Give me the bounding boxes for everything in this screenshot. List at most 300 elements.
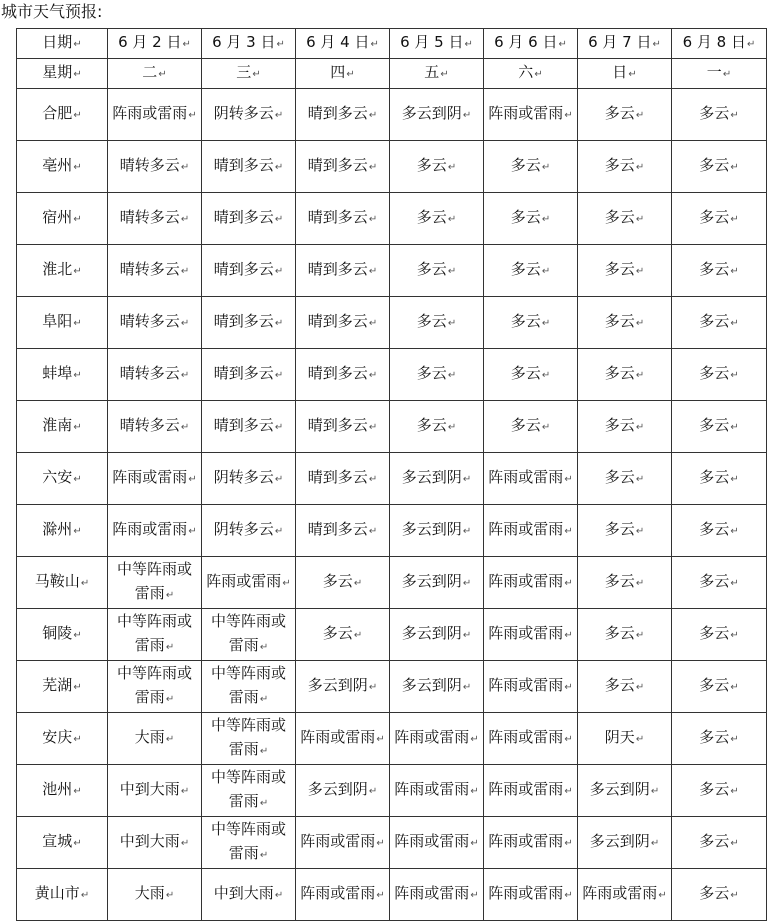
- paragraph-mark: ↵: [635, 162, 645, 173]
- forecast-cell: [578, 869, 672, 921]
- date-cell: [672, 29, 767, 59]
- forecast-cell: [578, 505, 672, 557]
- forecast-cell-text: 阴转多云: [213, 468, 274, 486]
- forecast-cell: [672, 245, 767, 297]
- paragraph-mark: ↵: [658, 890, 667, 901]
- city-cell-text: 淮南: [42, 416, 73, 434]
- forecast-cell: [202, 817, 296, 869]
- forecast-cell: [108, 193, 202, 245]
- city-cell: [17, 401, 108, 453]
- forecast-cell: [672, 505, 767, 557]
- forecast-cell: [578, 765, 672, 817]
- paragraph-mark: ↵: [558, 39, 567, 50]
- forecast-cell-text: 阵雨或雷雨: [112, 104, 188, 122]
- paragraph-mark: ↵: [259, 850, 269, 861]
- paragraph-mark: ↵: [730, 266, 739, 277]
- forecast-cell-text: 中等阵雨或雷雨: [210, 612, 286, 654]
- city-cell-text: 池州: [42, 780, 73, 798]
- forecast-cell-text: 多云: [699, 312, 730, 330]
- paragraph-mark: ↵: [370, 39, 379, 50]
- paragraph-mark: ↵: [368, 162, 378, 173]
- forecast-cell-text: 多云: [604, 624, 635, 642]
- forecast-cell-text: 多云到阴: [401, 624, 462, 642]
- forecast-cell: [108, 869, 202, 921]
- paragraph-mark: ↵: [259, 798, 269, 809]
- forecast-cell-text: 多云: [699, 208, 730, 226]
- paragraph-mark: ↵: [652, 39, 661, 50]
- forecast-cell-text: 多云: [604, 156, 635, 174]
- paragraph-mark: ↵: [73, 39, 82, 50]
- forecast-cell: [484, 297, 578, 349]
- paragraph-mark: ↵: [541, 370, 551, 381]
- paragraph-mark: ↵: [447, 162, 457, 173]
- forecast-cell: [484, 245, 578, 297]
- city-cell-text: 阜阳: [42, 312, 73, 330]
- weekday-cell: [484, 59, 578, 89]
- forecast-cell-text: 多云: [510, 312, 541, 330]
- forecast-cell: [578, 713, 672, 765]
- paragraph-mark: ↵: [274, 526, 284, 537]
- forecast-cell-text: 多云: [416, 364, 447, 382]
- forecast-cell-text: 多云: [699, 104, 730, 122]
- forecast-cell-text: 多云到阴: [401, 520, 462, 538]
- paragraph-mark: ↵: [353, 578, 363, 589]
- paragraph-mark: ↵: [73, 162, 82, 173]
- paragraph-mark: ↵: [470, 890, 479, 901]
- forecast-cell-text: 中等阵雨或雷雨: [210, 664, 286, 706]
- paragraph-mark: ↵: [188, 526, 197, 537]
- forecast-cell: [296, 349, 390, 401]
- paragraph-mark: ↵: [368, 682, 378, 693]
- paragraph-mark: ↵: [730, 630, 739, 641]
- date-cell-text: 6 月 5 日: [400, 33, 464, 51]
- forecast-cell-text: 晴到多云: [307, 520, 368, 538]
- date-cell-text: 6 月 8 日: [682, 33, 746, 51]
- weekday-cell-text: 二: [142, 63, 158, 81]
- forecast-cell-text: 晴到多云: [307, 416, 368, 434]
- paragraph-mark: ↵: [180, 370, 190, 381]
- forecast-cell: [202, 713, 296, 765]
- paragraph-mark: ↵: [730, 370, 739, 381]
- forecast-cell: [390, 609, 484, 661]
- forecast-cell: [672, 817, 767, 869]
- paragraph-mark: ↵: [730, 890, 739, 901]
- forecast-cell: [296, 713, 390, 765]
- table-row: [17, 453, 767, 505]
- forecast-cell: [296, 141, 390, 193]
- forecast-cell-text: 多云: [416, 312, 447, 330]
- paragraph-mark: ↵: [730, 786, 739, 797]
- forecast-cell-text: 阵雨或雷雨: [488, 624, 564, 642]
- forecast-cell: [108, 297, 202, 349]
- forecast-cell-text: 多云: [699, 624, 730, 642]
- paragraph-mark: ↵: [534, 69, 543, 80]
- paragraph-mark: ↵: [180, 422, 190, 433]
- city-cell: [17, 765, 108, 817]
- forecast-cell-text: 多云: [699, 780, 730, 798]
- forecast-cell-text: 多云: [699, 832, 730, 850]
- paragraph-mark: ↵: [274, 474, 284, 485]
- paragraph-mark: ↵: [165, 642, 175, 653]
- paragraph-mark: ↵: [635, 578, 645, 589]
- city-cell-text: 淮北: [42, 260, 73, 278]
- paragraph-mark: ↵: [73, 110, 82, 121]
- paragraph-mark: ↵: [165, 590, 175, 601]
- forecast-cell-text: 阵雨或雷雨: [300, 832, 376, 850]
- paragraph-mark: ↵: [462, 474, 472, 485]
- forecast-cell-text: 中等阵雨或雷雨: [116, 560, 192, 602]
- paragraph-mark: ↵: [165, 694, 175, 705]
- paragraph-mark: ↵: [252, 69, 261, 80]
- paragraph-mark: ↵: [635, 214, 645, 225]
- table-row: [17, 661, 767, 713]
- weekday-cell: [296, 59, 390, 89]
- paragraph-mark: ↵: [635, 682, 645, 693]
- forecast-cell-text: 阵雨或雷雨: [300, 728, 376, 746]
- forecast-cell-text: 多云: [699, 520, 730, 538]
- paragraph-mark: ↵: [541, 422, 551, 433]
- paragraph-mark: ↵: [368, 266, 378, 277]
- forecast-cell: [108, 661, 202, 713]
- forecast-cell-text: 多云: [604, 312, 635, 330]
- date-cell-text: 6 月 3 日: [212, 33, 276, 51]
- forecast-cell-text: 中等阵雨或雷雨: [116, 612, 192, 654]
- table-row: [17, 505, 767, 557]
- forecast-cell: [484, 557, 578, 609]
- forecast-cell-text: 多云: [699, 884, 730, 902]
- paragraph-mark: ↵: [564, 630, 573, 641]
- forecast-cell: [108, 89, 202, 141]
- paragraph-mark: ↵: [470, 786, 479, 797]
- forecast-cell: [296, 401, 390, 453]
- forecast-cell-text: 多云: [510, 416, 541, 434]
- forecast-cell: [578, 401, 672, 453]
- paragraph-mark: ↵: [730, 838, 739, 849]
- forecast-cell: [390, 453, 484, 505]
- paragraph-mark: ↵: [462, 578, 472, 589]
- paragraph-mark: ↵: [730, 474, 739, 485]
- paragraph-mark: ↵: [368, 318, 378, 329]
- forecast-cell: [202, 297, 296, 349]
- city-cell-text: 芜湖: [42, 676, 73, 694]
- weekday-label-cell-text: 星期: [42, 63, 73, 81]
- paragraph-mark: ↵: [73, 370, 82, 381]
- paragraph-mark: ↵: [73, 214, 82, 225]
- forecast-cell: [202, 453, 296, 505]
- forecast-cell-text: 阴天: [604, 728, 635, 746]
- paragraph-mark: ↵: [541, 318, 551, 329]
- forecast-cell-text: 多云: [604, 572, 635, 590]
- forecast-cell: [202, 609, 296, 661]
- city-cell: [17, 817, 108, 869]
- paragraph-mark: ↵: [80, 578, 90, 589]
- forecast-cell-text: 多云: [699, 416, 730, 434]
- forecast-cell: [672, 297, 767, 349]
- city-cell: [17, 557, 108, 609]
- forecast-cell: [390, 89, 484, 141]
- forecast-cell: [296, 869, 390, 921]
- paragraph-mark: ↵: [447, 266, 457, 277]
- paragraph-mark: ↵: [73, 682, 82, 693]
- forecast-cell-text: 阵雨或雷雨: [488, 520, 564, 538]
- table-row: [17, 401, 767, 453]
- paragraph-mark: ↵: [73, 838, 82, 849]
- date-cell: [484, 29, 578, 59]
- forecast-cell: [202, 869, 296, 921]
- forecast-cell: [578, 89, 672, 141]
- forecast-cell: [390, 765, 484, 817]
- paragraph-mark: ↵: [747, 39, 756, 50]
- forecast-cell: [108, 505, 202, 557]
- forecast-cell: [390, 401, 484, 453]
- paragraph-mark: ↵: [462, 526, 472, 537]
- forecast-cell: [578, 245, 672, 297]
- city-cell: [17, 661, 108, 713]
- city-cell: [17, 609, 108, 661]
- date-cell-text: 6 月 4 日: [306, 33, 370, 51]
- forecast-cell: [484, 89, 578, 141]
- paragraph-mark: ↵: [730, 162, 739, 173]
- forecast-cell: [202, 245, 296, 297]
- forecast-cell: [202, 505, 296, 557]
- forecast-cell-text: 多云: [604, 208, 635, 226]
- forecast-cell-text: 晴到多云: [307, 260, 368, 278]
- forecast-cell-text: 晴到多云: [307, 468, 368, 486]
- forecast-cell: [672, 765, 767, 817]
- paragraph-mark: ↵: [730, 578, 739, 589]
- table-row: [17, 869, 767, 921]
- table-row: [17, 193, 767, 245]
- forecast-cell: [390, 661, 484, 713]
- forecast-cell: [672, 141, 767, 193]
- weekday-cell: [108, 59, 202, 89]
- paragraph-mark: ↵: [462, 682, 472, 693]
- forecast-cell-text: 多云: [699, 364, 730, 382]
- forecast-cell: [108, 765, 202, 817]
- city-cell: [17, 141, 108, 193]
- paragraph-mark: ↵: [564, 526, 573, 537]
- paragraph-mark: ↵: [368, 422, 378, 433]
- forecast-cell-text: 多云: [416, 416, 447, 434]
- paragraph-mark: ↵: [376, 838, 385, 849]
- forecast-cell-text: 多云: [510, 156, 541, 174]
- forecast-cell-text: 多云: [604, 468, 635, 486]
- forecast-cell: [578, 141, 672, 193]
- table-row: [17, 245, 767, 297]
- paragraph-mark: ↵: [730, 318, 739, 329]
- forecast-cell-text: 阵雨或雷雨: [394, 780, 470, 798]
- city-cell-text: 滁州: [42, 520, 73, 538]
- city-cell: [17, 453, 108, 505]
- paragraph-mark: ↵: [73, 266, 82, 277]
- city-cell: [17, 193, 108, 245]
- forecast-cell-text: 阵雨或雷雨: [112, 520, 188, 538]
- paragraph-mark: ↵: [73, 422, 82, 433]
- forecast-cell: [202, 401, 296, 453]
- forecast-cell-text: 阴转多云: [213, 104, 274, 122]
- forecast-cell: [296, 557, 390, 609]
- table-row: [17, 89, 767, 141]
- forecast-cell: [578, 817, 672, 869]
- paragraph-mark: ↵: [447, 214, 457, 225]
- forecast-cell-text: 晴到多云: [213, 208, 274, 226]
- table-row: [17, 349, 767, 401]
- paragraph-mark: ↵: [274, 318, 284, 329]
- forecast-cell-text: 中到大雨: [213, 884, 274, 902]
- forecast-cell-text: 晴转多云: [119, 364, 180, 382]
- paragraph-mark: ↵: [73, 69, 82, 80]
- forecast-cell: [484, 193, 578, 245]
- forecast-cell-text: 多云: [604, 364, 635, 382]
- weekday-cell: [672, 59, 767, 89]
- paragraph-mark: ↵: [564, 578, 573, 589]
- forecast-cell-text: 阵雨或雷雨: [112, 468, 188, 486]
- city-cell: [17, 245, 108, 297]
- table-row: [17, 713, 767, 765]
- forecast-cell-text: 阵雨或雷雨: [582, 884, 658, 902]
- forecast-cell-text: 多云到阴: [307, 780, 368, 798]
- forecast-cell: [108, 245, 202, 297]
- forecast-cell-text: 阵雨或雷雨: [488, 572, 564, 590]
- forecast-cell-text: 多云: [699, 676, 730, 694]
- forecast-cell: [578, 609, 672, 661]
- forecast-cell-text: 中到大雨: [119, 832, 180, 850]
- forecast-cell: [296, 609, 390, 661]
- forecast-cell-text: 多云: [604, 260, 635, 278]
- forecast-cell-text: 晴转多云: [119, 416, 180, 434]
- paragraph-mark: ↵: [353, 630, 363, 641]
- date-cell: [108, 29, 202, 59]
- forecast-cell: [296, 505, 390, 557]
- forecast-cell-text: 多云到阴: [401, 104, 462, 122]
- forecast-cell: [202, 89, 296, 141]
- paragraph-mark: ↵: [564, 838, 573, 849]
- forecast-cell: [484, 713, 578, 765]
- paragraph-mark: ↵: [470, 734, 479, 745]
- weekday-cell: [390, 59, 484, 89]
- city-cell-text: 宿州: [42, 208, 73, 226]
- forecast-cell-text: 多云: [604, 416, 635, 434]
- forecast-cell: [578, 193, 672, 245]
- paragraph-mark: ↵: [635, 110, 645, 121]
- paragraph-mark: ↵: [635, 474, 645, 485]
- weekday-label-cell: [17, 59, 108, 89]
- city-cell-text: 宣城: [42, 832, 73, 850]
- date-cell-text: 6 月 6 日: [494, 33, 558, 51]
- paragraph-mark: ↵: [180, 318, 190, 329]
- forecast-cell-text: 晴到多云: [307, 208, 368, 226]
- paragraph-mark: ↵: [274, 266, 284, 277]
- forecast-cell: [484, 869, 578, 921]
- paragraph-mark: ↵: [73, 734, 82, 745]
- forecast-cell-text: 多云到阴: [401, 676, 462, 694]
- paragraph-mark: ↵: [470, 838, 479, 849]
- forecast-cell: [672, 193, 767, 245]
- forecast-cell: [390, 349, 484, 401]
- paragraph-mark: ↵: [564, 110, 573, 121]
- weekday-cell: [202, 59, 296, 89]
- forecast-cell: [108, 557, 202, 609]
- city-cell: [17, 297, 108, 349]
- forecast-cell-text: 多云到阴: [589, 780, 650, 798]
- forecast-cell-text: 多云: [510, 364, 541, 382]
- paragraph-mark: ↵: [635, 734, 645, 745]
- date-label-cell: [17, 29, 108, 59]
- forecast-cell-text: 大雨: [134, 884, 165, 902]
- forecast-cell: [202, 141, 296, 193]
- paragraph-mark: ↵: [564, 682, 573, 693]
- forecast-cell: [672, 609, 767, 661]
- paragraph-mark: ↵: [368, 370, 378, 381]
- paragraph-mark: ↵: [730, 682, 739, 693]
- city-cell-text: 铜陵: [42, 624, 73, 642]
- forecast-cell-text: 阴转多云: [213, 520, 274, 538]
- forecast-cell: [296, 453, 390, 505]
- forecast-cell-text: 多云: [510, 208, 541, 226]
- paragraph-mark: ↵: [180, 786, 190, 797]
- forecast-cell-text: 多云: [604, 104, 635, 122]
- forecast-cell: [672, 661, 767, 713]
- paragraph-mark: ↵: [462, 630, 472, 641]
- city-cell-text: 蚌埠: [42, 364, 73, 382]
- forecast-cell: [484, 401, 578, 453]
- forecast-cell: [202, 349, 296, 401]
- forecast-cell: [484, 609, 578, 661]
- city-cell: [17, 89, 108, 141]
- forecast-cell-text: 中到大雨: [119, 780, 180, 798]
- paragraph-mark: ↵: [464, 39, 473, 50]
- city-cell: [17, 349, 108, 401]
- paragraph-mark: ↵: [722, 69, 732, 80]
- forecast-cell-text: 晴转多云: [119, 156, 180, 174]
- paragraph-mark: ↵: [635, 370, 645, 381]
- paragraph-mark: ↵: [274, 110, 284, 121]
- forecast-cell: [108, 609, 202, 661]
- paragraph-mark: ↵: [368, 526, 378, 537]
- forecast-cell-text: 多云: [416, 260, 447, 278]
- date-cell: [390, 29, 484, 59]
- paragraph-mark: ↵: [730, 214, 739, 225]
- paragraph-mark: ↵: [188, 474, 197, 485]
- weekday-cell-text: 三: [236, 63, 252, 81]
- table-row: [17, 557, 767, 609]
- forecast-cell: [578, 557, 672, 609]
- paragraph-mark: ↵: [376, 890, 385, 901]
- paragraph-mark: ↵: [73, 318, 82, 329]
- date-cell: [296, 29, 390, 59]
- paragraph-mark: ↵: [730, 526, 739, 537]
- paragraph-mark: ↵: [635, 266, 645, 277]
- forecast-cell-text: 多云: [416, 208, 447, 226]
- paragraph-mark: ↵: [368, 214, 378, 225]
- paragraph-mark: ↵: [282, 578, 291, 589]
- forecast-cell-text: 阵雨或雷雨: [394, 832, 470, 850]
- forecast-cell: [578, 297, 672, 349]
- forecast-cell: [296, 817, 390, 869]
- forecast-cell-text: 多云到阴: [401, 572, 462, 590]
- forecast-cell: [108, 349, 202, 401]
- forecast-cell: [296, 765, 390, 817]
- forecast-cell-text: 阵雨或雷雨: [394, 884, 470, 902]
- forecast-cell: [390, 245, 484, 297]
- forecast-cell-text: 多云: [699, 260, 730, 278]
- paragraph-mark: ↵: [165, 890, 175, 901]
- forecast-cell-text: 中等阵雨或雷雨: [210, 716, 286, 758]
- paragraph-mark: ↵: [188, 110, 197, 121]
- header-row-weekdays: [17, 59, 767, 89]
- forecast-cell-text: 晴到多云: [213, 156, 274, 174]
- forecast-cell: [578, 453, 672, 505]
